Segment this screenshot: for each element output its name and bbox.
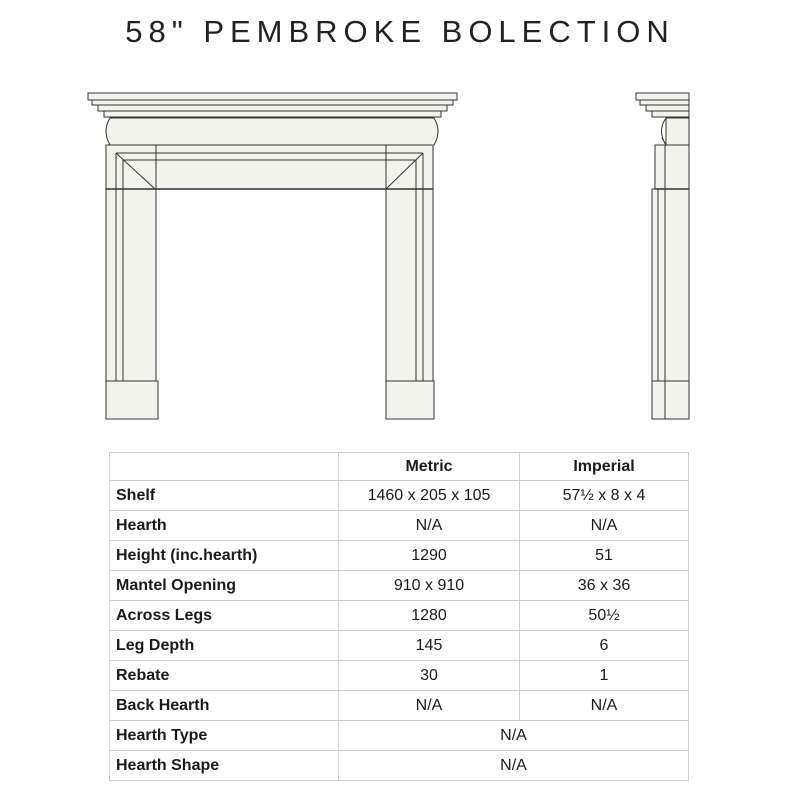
metric-value: 910 x 910 <box>339 571 520 601</box>
specification-table <box>109 452 689 781</box>
metric-value: 30 <box>339 661 520 691</box>
table-row <box>110 631 689 661</box>
table-row <box>110 571 689 601</box>
merged-value: N/A <box>339 751 689 781</box>
table-header-row <box>110 453 689 481</box>
header-blank <box>110 453 339 481</box>
row-label: Hearth <box>110 511 339 541</box>
header-imperial: Imperial <box>520 453 689 481</box>
imperial-value: 51 <box>520 541 689 571</box>
table-row <box>110 691 689 721</box>
table-row <box>110 661 689 691</box>
page-title: 58" PEMBROKE BOLECTION <box>125 14 675 49</box>
frieze <box>106 118 438 145</box>
table-row <box>110 541 689 571</box>
row-label: Height (inc.hearth) <box>110 541 339 571</box>
row-label: Leg Depth <box>110 631 339 661</box>
row-label: Shelf <box>110 481 339 511</box>
table-row <box>110 481 689 511</box>
shelf-top <box>88 93 457 100</box>
table-row <box>110 511 689 541</box>
imperial-value: 57½ x 8 x 4 <box>520 481 689 511</box>
imperial-value: 50½ <box>520 601 689 631</box>
imperial-value: 6 <box>520 631 689 661</box>
left-plinth <box>106 381 158 419</box>
right-leg <box>386 145 433 381</box>
header-metric: Metric <box>339 453 520 481</box>
front-elevation-drawing <box>88 93 457 419</box>
right-plinth <box>386 381 434 419</box>
imperial-value: 1 <box>520 661 689 691</box>
metric-value: 1290 <box>339 541 520 571</box>
row-label: Across Legs <box>110 601 339 631</box>
metric-value: N/A <box>339 691 520 721</box>
row-label: Hearth Type <box>110 721 339 751</box>
row-label: Mantel Opening <box>110 571 339 601</box>
metric-value: 1460 x 205 x 105 <box>339 481 520 511</box>
table-row <box>110 751 689 781</box>
left-leg <box>106 145 156 381</box>
imperial-value: 36 x 36 <box>520 571 689 601</box>
metric-value: N/A <box>339 511 520 541</box>
side-elevation-drawing <box>636 93 689 419</box>
metric-value: 1280 <box>339 601 520 631</box>
imperial-value: N/A <box>520 511 689 541</box>
row-label: Back Hearth <box>110 691 339 721</box>
row-label: Rebate <box>110 661 339 691</box>
merged-value: N/A <box>339 721 689 751</box>
row-label: Hearth Shape <box>110 751 339 781</box>
table-row <box>110 721 689 751</box>
metric-value: 145 <box>339 631 520 661</box>
imperial-value: N/A <box>520 691 689 721</box>
table-row <box>110 601 689 631</box>
